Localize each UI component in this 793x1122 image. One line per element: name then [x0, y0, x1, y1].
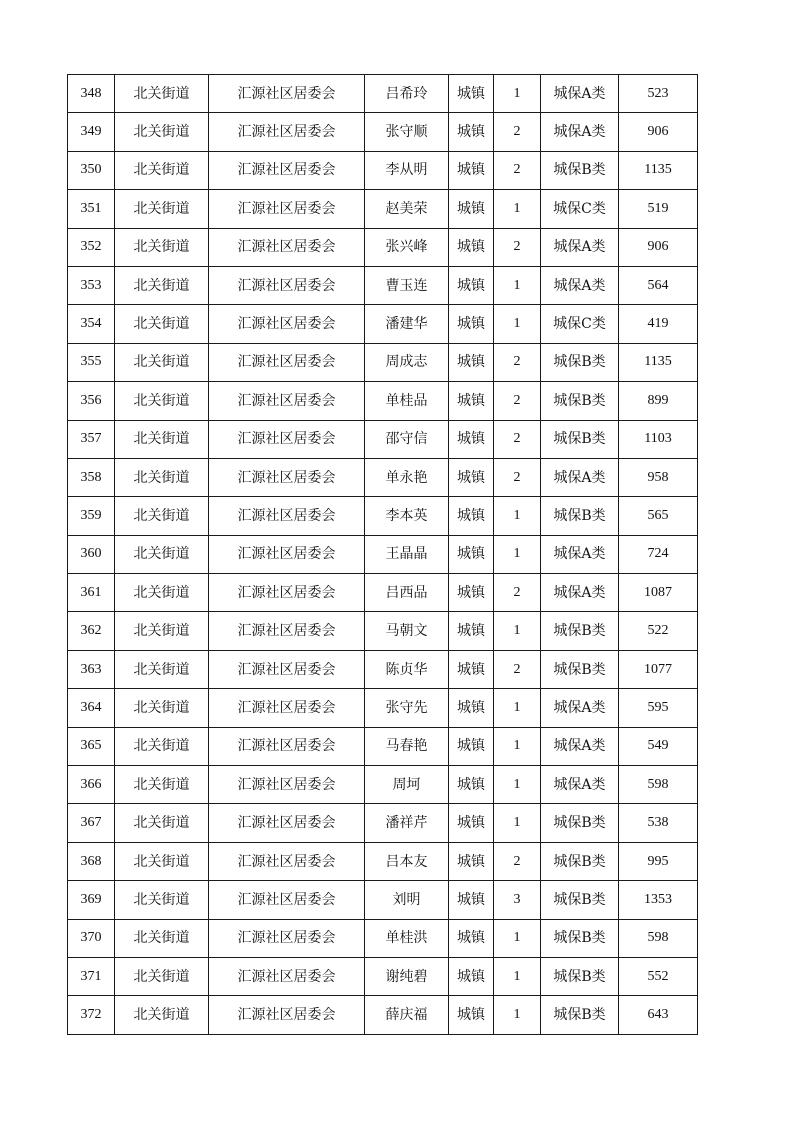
cell-name: 李本英	[365, 497, 449, 535]
table-row	[68, 497, 698, 535]
cell-household-type: 城镇	[449, 727, 494, 765]
cell-serial-number: 349	[68, 113, 115, 151]
cell-serial-number: 359	[68, 497, 115, 535]
cell-street: 北关街道	[115, 650, 209, 688]
cell-name: 张守先	[365, 689, 449, 727]
cell-committee: 汇源社区居委会	[209, 190, 365, 228]
cell-serial-number: 357	[68, 420, 115, 458]
cell-name: 李从明	[365, 151, 449, 189]
cell-amount: 1135	[619, 343, 698, 381]
cell-amount: 552	[619, 957, 698, 995]
cell-amount: 1103	[619, 420, 698, 458]
cell-street: 北关街道	[115, 689, 209, 727]
table-row	[68, 919, 698, 957]
cell-serial-number: 356	[68, 382, 115, 420]
cell-committee: 汇源社区居委会	[209, 804, 365, 842]
cell-person-count: 2	[494, 151, 541, 189]
cell-category: 城保B类	[541, 919, 619, 957]
cell-serial-number: 350	[68, 151, 115, 189]
cell-household-type: 城镇	[449, 113, 494, 151]
cell-household-type: 城镇	[449, 266, 494, 304]
cell-category: 城保A类	[541, 689, 619, 727]
cell-amount: 549	[619, 727, 698, 765]
cell-category: 城保B类	[541, 650, 619, 688]
cell-street: 北关街道	[115, 996, 209, 1034]
cell-category: 城保A类	[541, 574, 619, 612]
cell-category: 城保C类	[541, 190, 619, 228]
cell-amount: 899	[619, 382, 698, 420]
cell-street: 北关街道	[115, 420, 209, 458]
cell-category: 城保B类	[541, 420, 619, 458]
cell-committee: 汇源社区居委会	[209, 574, 365, 612]
table-row	[68, 612, 698, 650]
cell-household-type: 城镇	[449, 497, 494, 535]
cell-name: 薛庆福	[365, 996, 449, 1034]
cell-household-type: 城镇	[449, 75, 494, 113]
cell-person-count: 1	[494, 919, 541, 957]
cell-amount: 523	[619, 75, 698, 113]
cell-amount: 598	[619, 919, 698, 957]
cell-committee: 汇源社区居委会	[209, 996, 365, 1034]
cell-street: 北关街道	[115, 957, 209, 995]
table-row	[68, 996, 698, 1034]
cell-serial-number: 355	[68, 343, 115, 381]
table-row	[68, 804, 698, 842]
cell-committee: 汇源社区居委会	[209, 957, 365, 995]
cell-committee: 汇源社区居委会	[209, 689, 365, 727]
cell-category: 城保A类	[541, 727, 619, 765]
cell-person-count: 2	[494, 650, 541, 688]
cell-committee: 汇源社区居委会	[209, 458, 365, 496]
cell-serial-number: 361	[68, 574, 115, 612]
cell-committee: 汇源社区居委会	[209, 842, 365, 880]
cell-person-count: 1	[494, 535, 541, 573]
cell-person-count: 2	[494, 228, 541, 266]
cell-street: 北关街道	[115, 75, 209, 113]
cell-serial-number: 363	[68, 650, 115, 688]
cell-household-type: 城镇	[449, 766, 494, 804]
cell-serial-number: 369	[68, 881, 115, 919]
cell-serial-number: 364	[68, 689, 115, 727]
cell-street: 北关街道	[115, 727, 209, 765]
cell-category: 城保B类	[541, 804, 619, 842]
cell-category: 城保B类	[541, 842, 619, 880]
cell-amount: 906	[619, 228, 698, 266]
cell-committee: 汇源社区居委会	[209, 420, 365, 458]
cell-amount: 1135	[619, 151, 698, 189]
cell-amount: 995	[619, 842, 698, 880]
table-row	[68, 266, 698, 304]
cell-amount: 1353	[619, 881, 698, 919]
cell-amount: 522	[619, 612, 698, 650]
cell-street: 北关街道	[115, 881, 209, 919]
cell-serial-number: 371	[68, 957, 115, 995]
cell-amount: 595	[619, 689, 698, 727]
table-row	[68, 766, 698, 804]
cell-household-type: 城镇	[449, 957, 494, 995]
cell-household-type: 城镇	[449, 612, 494, 650]
cell-committee: 汇源社区居委会	[209, 650, 365, 688]
cell-committee: 汇源社区居委会	[209, 727, 365, 765]
cell-street: 北关街道	[115, 382, 209, 420]
cell-name: 马朝文	[365, 612, 449, 650]
cell-serial-number: 365	[68, 727, 115, 765]
cell-category: 城保A类	[541, 113, 619, 151]
table-row	[68, 957, 698, 995]
table-row	[68, 458, 698, 496]
cell-person-count: 2	[494, 343, 541, 381]
cell-street: 北关街道	[115, 151, 209, 189]
table-row	[68, 689, 698, 727]
cell-name: 周坷	[365, 766, 449, 804]
cell-household-type: 城镇	[449, 842, 494, 880]
cell-household-type: 城镇	[449, 420, 494, 458]
cell-amount: 1077	[619, 650, 698, 688]
table-row	[68, 113, 698, 151]
cell-category: 城保A类	[541, 266, 619, 304]
table-row	[68, 535, 698, 573]
cell-street: 北关街道	[115, 305, 209, 343]
cell-household-type: 城镇	[449, 228, 494, 266]
cell-street: 北关街道	[115, 766, 209, 804]
cell-name: 潘建华	[365, 305, 449, 343]
cell-serial-number: 351	[68, 190, 115, 228]
cell-category: 城保A类	[541, 766, 619, 804]
cell-amount: 906	[619, 113, 698, 151]
cell-serial-number: 370	[68, 919, 115, 957]
cell-person-count: 1	[494, 766, 541, 804]
cell-name: 吕西品	[365, 574, 449, 612]
cell-person-count: 1	[494, 996, 541, 1034]
cell-category: 城保B类	[541, 612, 619, 650]
table-row	[68, 727, 698, 765]
cell-household-type: 城镇	[449, 689, 494, 727]
cell-household-type: 城镇	[449, 535, 494, 573]
cell-household-type: 城镇	[449, 151, 494, 189]
cell-name: 吕希玲	[365, 75, 449, 113]
cell-category: 城保B类	[541, 151, 619, 189]
cell-person-count: 1	[494, 612, 541, 650]
cell-serial-number: 352	[68, 228, 115, 266]
cell-amount: 565	[619, 497, 698, 535]
cell-person-count: 1	[494, 497, 541, 535]
cell-person-count: 1	[494, 804, 541, 842]
cell-person-count: 1	[494, 266, 541, 304]
cell-amount: 958	[619, 458, 698, 496]
cell-household-type: 城镇	[449, 574, 494, 612]
cell-name: 单永艳	[365, 458, 449, 496]
cell-household-type: 城镇	[449, 343, 494, 381]
cell-serial-number: 358	[68, 458, 115, 496]
cell-serial-number: 348	[68, 75, 115, 113]
cell-amount: 724	[619, 535, 698, 573]
cell-household-type: 城镇	[449, 881, 494, 919]
cell-household-type: 城镇	[449, 650, 494, 688]
cell-category: 城保C类	[541, 305, 619, 343]
cell-name: 邵守信	[365, 420, 449, 458]
cell-amount: 419	[619, 305, 698, 343]
cell-street: 北关街道	[115, 919, 209, 957]
cell-amount: 564	[619, 266, 698, 304]
cell-committee: 汇源社区居委会	[209, 113, 365, 151]
cell-amount: 1087	[619, 574, 698, 612]
cell-category: 城保A类	[541, 75, 619, 113]
cell-category: 城保B类	[541, 996, 619, 1034]
cell-category: 城保B类	[541, 497, 619, 535]
cell-person-count: 2	[494, 113, 541, 151]
cell-amount: 538	[619, 804, 698, 842]
cell-name: 单桂品	[365, 382, 449, 420]
cell-name: 马春艳	[365, 727, 449, 765]
cell-name: 谢纯碧	[365, 957, 449, 995]
cell-serial-number: 368	[68, 842, 115, 880]
cell-street: 北关街道	[115, 804, 209, 842]
table-row	[68, 343, 698, 381]
cell-name: 王晶晶	[365, 535, 449, 573]
cell-person-count: 2	[494, 382, 541, 420]
cell-street: 北关街道	[115, 535, 209, 573]
cell-household-type: 城镇	[449, 458, 494, 496]
cell-committee: 汇源社区居委会	[209, 228, 365, 266]
cell-name: 张兴峰	[365, 228, 449, 266]
cell-street: 北关街道	[115, 497, 209, 535]
cell-name: 赵美荣	[365, 190, 449, 228]
cell-category: 城保A类	[541, 458, 619, 496]
cell-name: 陈贞华	[365, 650, 449, 688]
cell-committee: 汇源社区居委会	[209, 881, 365, 919]
cell-person-count: 1	[494, 75, 541, 113]
table-row	[68, 75, 698, 113]
cell-category: 城保A类	[541, 535, 619, 573]
cell-committee: 汇源社区居委会	[209, 343, 365, 381]
cell-person-count: 1	[494, 190, 541, 228]
cell-street: 北关街道	[115, 343, 209, 381]
cell-name: 张守顺	[365, 113, 449, 151]
cell-committee: 汇源社区居委会	[209, 535, 365, 573]
cell-serial-number: 366	[68, 766, 115, 804]
table-row	[68, 881, 698, 919]
cell-person-count: 3	[494, 881, 541, 919]
cell-person-count: 1	[494, 305, 541, 343]
beneficiary-table	[67, 74, 698, 1035]
cell-committee: 汇源社区居委会	[209, 382, 365, 420]
cell-serial-number: 353	[68, 266, 115, 304]
cell-street: 北关街道	[115, 228, 209, 266]
cell-committee: 汇源社区居委会	[209, 75, 365, 113]
cell-person-count: 2	[494, 458, 541, 496]
cell-name: 单桂洪	[365, 919, 449, 957]
cell-name: 刘明	[365, 881, 449, 919]
cell-committee: 汇源社区居委会	[209, 151, 365, 189]
cell-street: 北关街道	[115, 574, 209, 612]
cell-person-count: 2	[494, 842, 541, 880]
cell-committee: 汇源社区居委会	[209, 305, 365, 343]
cell-serial-number: 362	[68, 612, 115, 650]
cell-household-type: 城镇	[449, 804, 494, 842]
cell-amount: 643	[619, 996, 698, 1034]
cell-serial-number: 367	[68, 804, 115, 842]
cell-street: 北关街道	[115, 190, 209, 228]
cell-committee: 汇源社区居委会	[209, 612, 365, 650]
cell-street: 北关街道	[115, 458, 209, 496]
table-row	[68, 574, 698, 612]
cell-committee: 汇源社区居委会	[209, 919, 365, 957]
table-row	[68, 420, 698, 458]
cell-category: 城保B类	[541, 343, 619, 381]
cell-serial-number: 360	[68, 535, 115, 573]
cell-household-type: 城镇	[449, 305, 494, 343]
table-body	[68, 75, 698, 1035]
cell-person-count: 1	[494, 727, 541, 765]
cell-category: 城保B类	[541, 957, 619, 995]
cell-street: 北关街道	[115, 612, 209, 650]
table-row	[68, 305, 698, 343]
cell-serial-number: 354	[68, 305, 115, 343]
cell-person-count: 1	[494, 689, 541, 727]
table-row	[68, 842, 698, 880]
cell-amount: 519	[619, 190, 698, 228]
table-row	[68, 190, 698, 228]
cell-committee: 汇源社区居委会	[209, 497, 365, 535]
cell-street: 北关街道	[115, 113, 209, 151]
cell-household-type: 城镇	[449, 919, 494, 957]
cell-household-type: 城镇	[449, 190, 494, 228]
cell-person-count: 2	[494, 420, 541, 458]
cell-name: 周成志	[365, 343, 449, 381]
table-row	[68, 151, 698, 189]
cell-person-count: 2	[494, 574, 541, 612]
cell-street: 北关街道	[115, 266, 209, 304]
cell-committee: 汇源社区居委会	[209, 266, 365, 304]
cell-committee: 汇源社区居委会	[209, 766, 365, 804]
cell-amount: 598	[619, 766, 698, 804]
cell-household-type: 城镇	[449, 996, 494, 1034]
cell-name: 潘祥芹	[365, 804, 449, 842]
cell-name: 曹玉连	[365, 266, 449, 304]
cell-person-count: 1	[494, 957, 541, 995]
cell-household-type: 城镇	[449, 382, 494, 420]
cell-street: 北关街道	[115, 842, 209, 880]
cell-category: 城保B类	[541, 881, 619, 919]
table-row	[68, 382, 698, 420]
table-row	[68, 650, 698, 688]
cell-name: 吕本友	[365, 842, 449, 880]
cell-category: 城保B类	[541, 382, 619, 420]
table-row	[68, 228, 698, 266]
cell-serial-number: 372	[68, 996, 115, 1034]
cell-category: 城保A类	[541, 228, 619, 266]
